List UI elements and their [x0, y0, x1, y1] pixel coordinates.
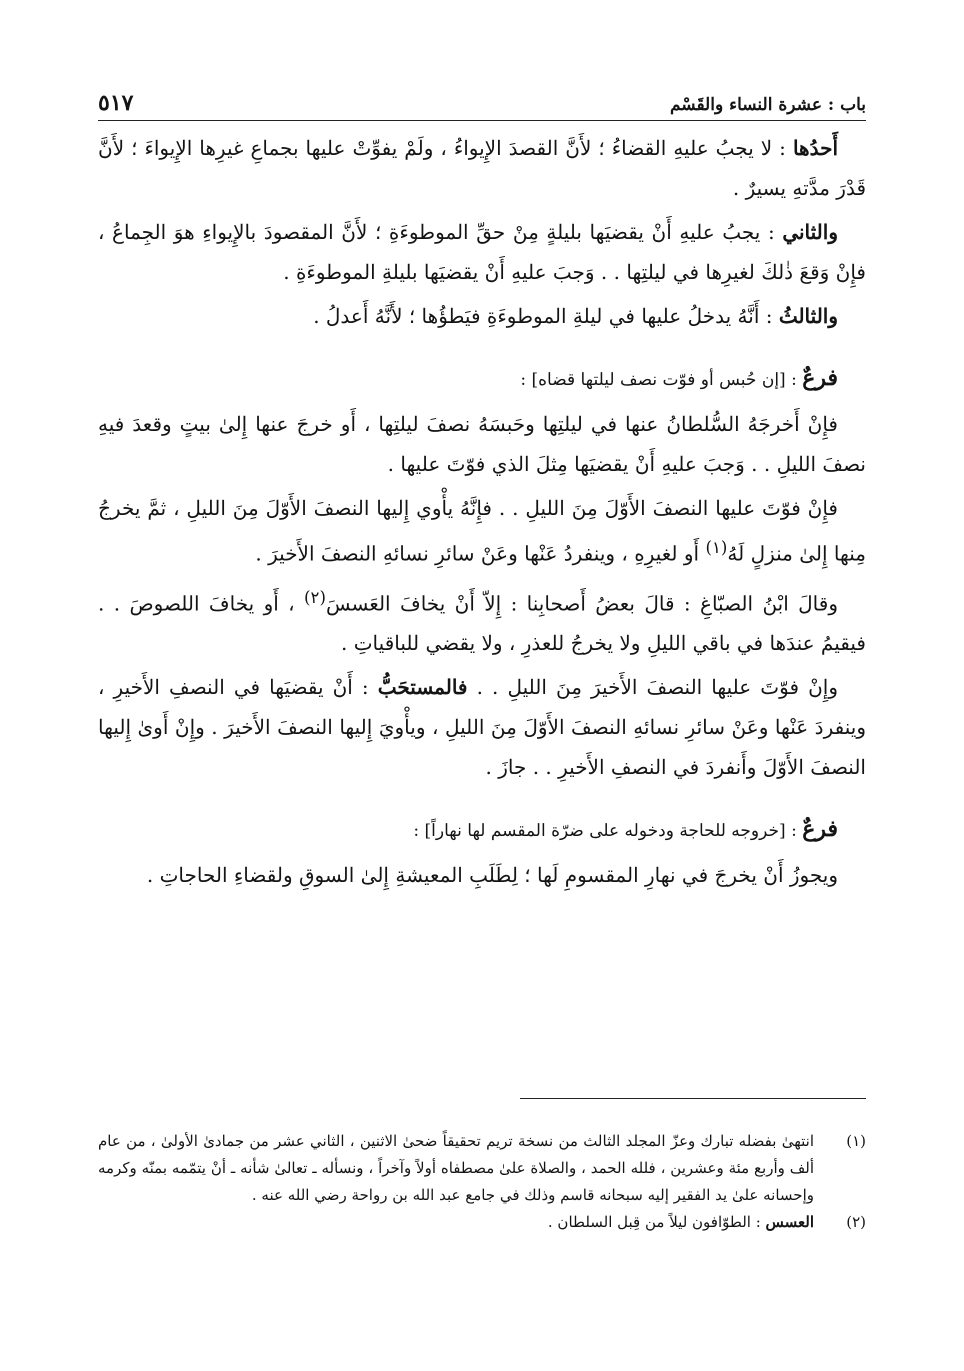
paragraph-lead: والثاني — [782, 220, 838, 244]
paragraph-text: : أَنْ يقضيَها في النصفِ الأَخيرِ ، وينفردَ عَنْها وعَنْ سائرِ نسائهِ النصفَ الأَوّلَ مِنَ الليلِ ، ويأْويَ إِليها النصفَ الأَخيرَ . وإِنْ أَوىٰ إِليها النصفَ الأَوّلَ وأَنفردَ في النصفِ الأَخيرِ . . جازَ . — [98, 675, 866, 780]
section-lead: فرعٌ — [802, 816, 838, 843]
footnote-divider — [520, 1098, 866, 1099]
paragraph-text: وقالَ ابْنُ الصبّاغِ : قالَ بعضُ أَصحابِنا : إِلاّ أَنْ يخافَ العَسسَ — [325, 591, 838, 616]
section-heading-2 — [98, 809, 866, 851]
section1-paragraph — [98, 488, 866, 574]
footnote-term: العسس — [765, 1213, 814, 1231]
paragraph-text: : أَنَّهُ يدخلُ عليها في ليلةِ الموطوءَةِ فيَطؤُها ؛ لأَنَّهُ أَعدلُ . — [313, 304, 779, 328]
footnote-text: : الطوّافون ليلاً من قِبل السلطان . — [547, 1213, 766, 1231]
paragraph-first-opinion — [98, 128, 866, 208]
footnote-2 — [98, 1209, 866, 1236]
section1-paragraph — [98, 667, 866, 787]
footnote-body — [98, 1209, 814, 1236]
paragraph-text: وإِنْ فوّتَ عليها النصفَ الأَخيرَ مِنَ الليلِ . . — [467, 675, 838, 700]
section1-paragraph — [98, 578, 866, 664]
main-text — [98, 128, 866, 899]
footnote-ref[interactable]: (١) — [705, 538, 728, 557]
section-title: : [خروجه للحاجة ودخوله على ضرّة المقسم لها نهاراً] : — [413, 821, 803, 842]
paragraph-text: : يجبُ عليهِ أَنْ يقضيَها بليلةٍ مِنْ حقِّ الموطوءَةِ ؛ لأَنَّ المقصودَ بالإِيواءِ هوَ الجِماعُ ، فإِنْ وَقعَ ذٰلكَ لغيرِها في ليلتِها . . وَجبَ عليهِ أَنْ يقضيَها بليلةِ الموطوءَةِ . — [98, 220, 866, 284]
paragraph-second-opinion — [98, 212, 866, 292]
paragraph-text: ويجوزُ أَنْ يخرجَ في نهارِ المقسومِ لَها ؛ لِطَلَبِ المعيشةِ إِلىٰ السوقِ ولقضاءِ الحاجاتِ . — [146, 863, 838, 888]
paragraph-text: : لا يجبُ عليهِ القضاءُ ؛ لأَنَّ القصدَ الإِيواءُ ، ولَمْ يفوِّتْ عليها بجماعِ غيرِها الإِيواءَ ؛ لأَنَّ قَدْرَ مدَّتهِ يسيرٌ . — [98, 136, 866, 200]
page-number: ٥١٧ — [98, 90, 134, 116]
paragraph-text: ، أَو يخافَ اللصوصَ . . فيقيمُ عندَها في باقي الليلِ ولا يخرجُ للعذرِ ، ولا يقضي للباقياتِ . — [98, 591, 866, 656]
section-lead: فرعٌ — [802, 365, 838, 391]
footnote-1 — [98, 1128, 866, 1209]
section2-paragraph — [98, 855, 866, 895]
chapter-title: باب : عشرة النساء والقَسْم — [669, 95, 866, 115]
paragraph-third-opinion — [98, 296, 866, 336]
footnote-number: (٢) — [846, 1213, 866, 1231]
paragraph-lead: أَحدُها — [792, 136, 838, 160]
footnote-ref[interactable]: (٢) — [304, 587, 326, 607]
footnotes — [98, 1128, 866, 1236]
paragraph-lead: والثالثُ — [778, 304, 838, 328]
section1-paragraph — [98, 404, 866, 484]
emphasis-term: فالمستحَبُّ — [377, 675, 468, 700]
paragraph-text: فإِنْ فوّتَ عليها النصفَ الأَوّلَ مِنَ الليلِ . . فإِنَّهُ يأْوي إِليها النصفَ الأَوّلَ مِنَ الليلِ ، ثمَّ يخرجُ مِنها إِلىٰ منزلٍ لَهُ — [98, 496, 866, 566]
paragraph-text: فإِنْ أَخرجَهُ السُّلطانُ عنها في ليلتِها وحَبسَهُ نصفَ ليلتِها ، أَو خرجَ عنها إِلىٰ بيتٍ وقعدَ فيهِ نصفَ الليلِ . . وَجبَ عليهِ أَنْ يقضيَها مِثلَ الذي فوّتَ عليها . — [98, 412, 866, 476]
paragraph-text: أَو لغيرِهِ ، وينفردُ عَنْها وعَنْ سائرِ نسائهِ النصفَ الأَخيرَ . — [255, 541, 706, 566]
footnote-number: (١) — [846, 1132, 866, 1150]
section-title: : [إن حُبس أو فوّت نصف ليلتها قضاه] : — [520, 370, 803, 390]
footnote-text: انتهىٰ بفضله تبارك وعزّ المجلد الثالث من نسخة تريم تحقيقاً ضحىٰ الاثنين ، الثاني عشر من جمادىٰ الأولىٰ ، من عام ألف وأربع مئة وعشرين ، فلله الحمد ، والصلاة علىٰ مصطفاه أولاً وآخراً ، ونسأله ـ تعالىٰ شأنه ـ أنْ يتمّمه بمنّه وكرمه وإحسانه علىٰ يد الفقير إليه سبحانه قاسم وذلك في جامع عبد الله بن رواحة رضي الله عنه . — [98, 1132, 814, 1204]
page-header — [98, 86, 866, 121]
section-heading-1 — [98, 358, 866, 400]
